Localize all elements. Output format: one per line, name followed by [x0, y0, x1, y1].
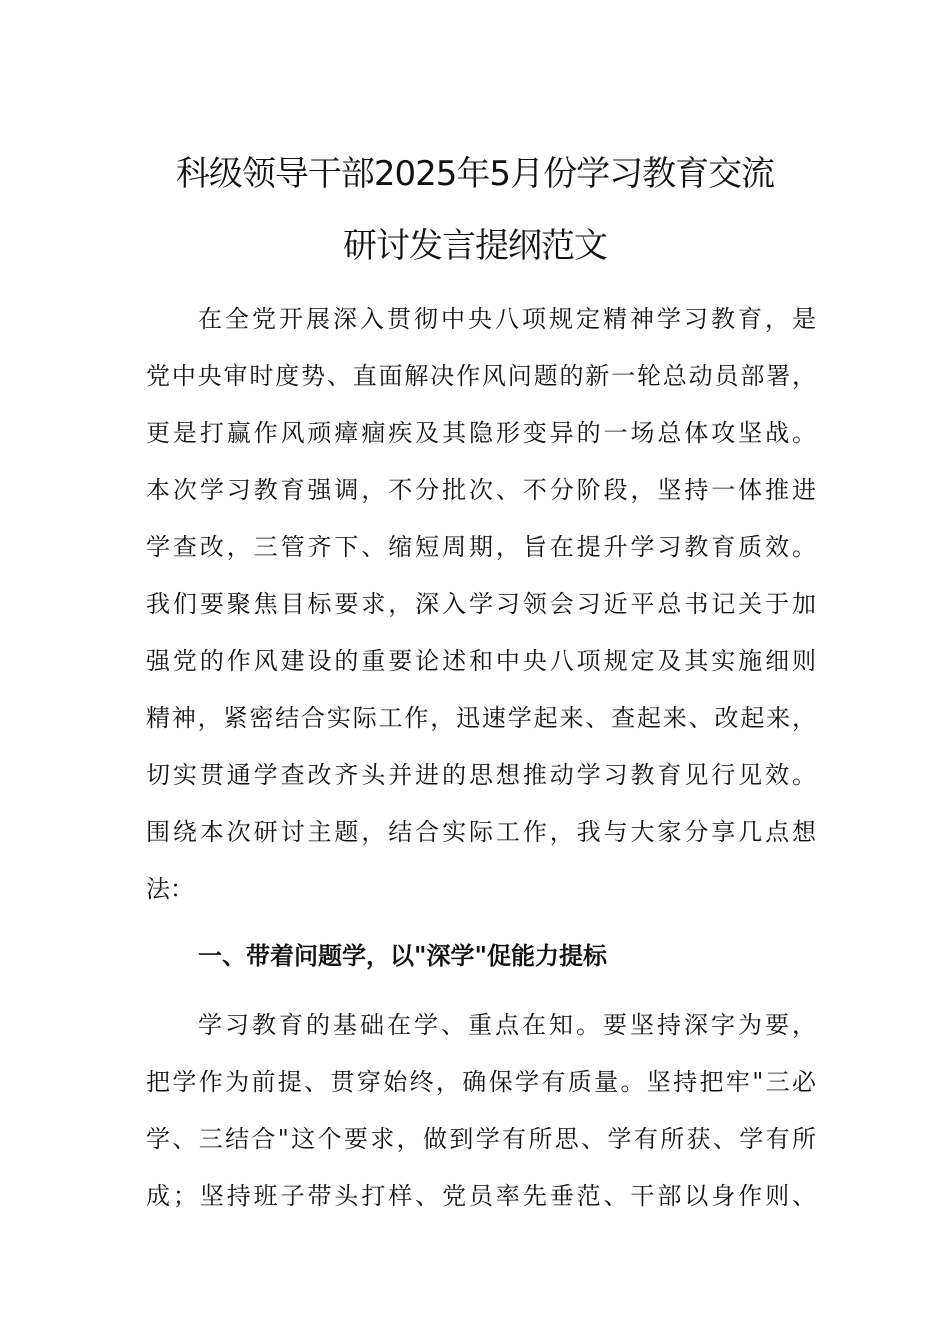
section-line: 学习教育的基础在学、重点在知。要坚持深字为要，	[198, 1011, 816, 1039]
section-line: 学、三结合"这个要求，做到学有所思、学有所获、学有所	[146, 1125, 816, 1153]
intro-line: 精神，紧密结合实际工作，迅速学起来、查起来、改起来，	[146, 704, 816, 732]
document-title-line-1: 科级领导干部2025年5月份学习教育交流	[175, 154, 775, 194]
intro-line: 更是打赢作风顽瘴痼疾及其隐形变异的一场总体攻坚战。	[146, 419, 816, 447]
intro-line: 法：	[146, 875, 194, 903]
intro-line: 强党的作风建设的重要论述和中央八项规定及其实施细则	[146, 647, 816, 675]
intro-line: 党中央审时度势、直面解决作风问题的新一轮总动员部署，	[146, 362, 816, 390]
section-heading: 一、带着问题学，以"深学"促能力提标	[198, 941, 608, 970]
intro-line: 围绕本次研讨主题，结合实际工作，我与大家分享几点想	[146, 818, 816, 846]
intro-line: 学查改，三管齐下、缩短周期，旨在提升学习教育质效。	[146, 533, 816, 561]
intro-line: 切实贯通学查改齐头并进的思想推动学习教育见行见效。	[146, 761, 816, 789]
section-line: 把学作为前提、贯穿始终，确保学有质量。坚持把牢"三必	[146, 1068, 816, 1096]
intro-line: 本次学习教育强调，不分批次、不分阶段，坚持一体推进	[146, 476, 816, 504]
section-line: 成；坚持班子带头打样、党员率先垂范、干部以身作则、	[146, 1182, 816, 1210]
document-title-line-2: 研讨发言提纲范文	[343, 226, 607, 266]
intro-line: 我们要聚焦目标要求，深入学习领会习近平总书记关于加	[146, 590, 816, 618]
intro-line: 在全党开展深入贯彻中央八项规定精神学习教育，是	[198, 305, 816, 333]
